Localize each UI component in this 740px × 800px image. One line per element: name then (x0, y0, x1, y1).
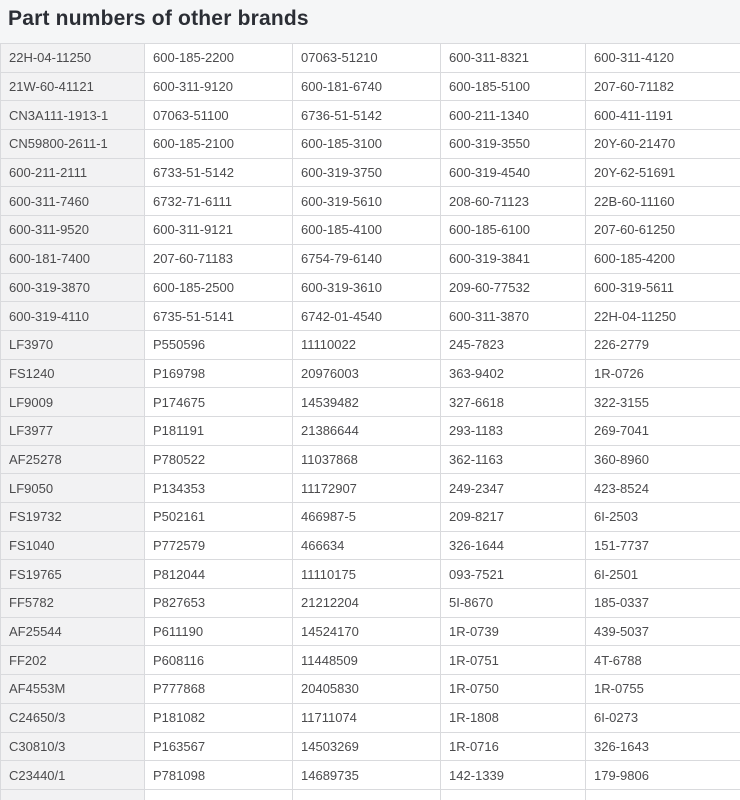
part-number-cell: P780522 (145, 445, 293, 474)
part-number-cell-primary: LF9050 (1, 474, 145, 503)
part-number-cell: 600-319-3550 (441, 130, 586, 159)
part-number-cell: P777868 (145, 675, 293, 704)
part-number-cell-primary: LF9009 (1, 388, 145, 417)
part-number-cell: P134353 (145, 474, 293, 503)
part-number-cell: 6I-2501 (586, 560, 740, 589)
part-number-cell: 326-1644 (441, 531, 586, 560)
part-number-cell (586, 789, 740, 800)
part-number-cell: 322-3155 (586, 388, 740, 417)
part-number-cell: 466987-5 (293, 503, 441, 532)
part-number-cell: 226-2779 (586, 330, 740, 359)
part-number-cell: 07063-51100 (145, 101, 293, 130)
part-number-cell: 363-9402 (441, 359, 586, 388)
part-number-cell-primary: C30810/3 (1, 732, 145, 761)
table-row (1, 589, 740, 618)
table-row (1, 44, 740, 73)
part-number-cell-primary: 600-311-7460 (1, 187, 145, 216)
table-row (1, 675, 740, 704)
part-number-cell: 11172907 (293, 474, 441, 503)
part-number-cell-primary: 22H-04-11250 (1, 44, 145, 73)
part-number-cell: 6735-51-5141 (145, 302, 293, 331)
part-number-cell: 360-8960 (586, 445, 740, 474)
part-number-cell: 600-185-2200 (145, 44, 293, 73)
table-row (1, 130, 740, 159)
part-number-cell: 6I-0273 (586, 703, 740, 732)
part-number-cell: 600-185-2500 (145, 273, 293, 302)
part-number-cell: 249-2347 (441, 474, 586, 503)
part-number-cell: 600-185-6100 (441, 216, 586, 245)
part-number-cell-primary: FS1040 (1, 531, 145, 560)
part-number-cell-primary: LF3970 (1, 330, 145, 359)
part-number-cell: 14524170 (293, 617, 441, 646)
part-number-cell: 14539482 (293, 388, 441, 417)
part-number-cell: 293-1183 (441, 416, 586, 445)
part-number-cell: 600-185-4100 (293, 216, 441, 245)
part-number-cell (293, 789, 441, 800)
part-number-cell: 20Y-62-51691 (586, 158, 740, 187)
part-number-cell: 600-311-9120 (145, 72, 293, 101)
table-row (1, 617, 740, 646)
part-number-cell: 1R-0751 (441, 646, 586, 675)
page-title: Part numbers of other brands (8, 7, 309, 30)
table-row (1, 244, 740, 273)
table-row (1, 72, 740, 101)
part-number-cell: 5I-8670 (441, 589, 586, 618)
part-number-cell: 11110175 (293, 560, 441, 589)
part-number-cell-primary: CN3A111-1913-1 (1, 101, 145, 130)
part-number-cell: 20405830 (293, 675, 441, 704)
part-number-cell: 142-1339 (441, 761, 586, 790)
part-number-cell: 600-319-3841 (441, 244, 586, 273)
part-number-cell: 600-319-4540 (441, 158, 586, 187)
part-number-cell: 600-185-2100 (145, 130, 293, 159)
part-number-cell: P812044 (145, 560, 293, 589)
table-row (1, 330, 740, 359)
part-number-cell: 326-1643 (586, 732, 740, 761)
table-row (1, 101, 740, 130)
part-number-cell: P163567 (145, 732, 293, 761)
part-number-cell: 207-60-71182 (586, 72, 740, 101)
part-number-cell: 11037868 (293, 445, 441, 474)
part-number-cell: 4T-6788 (586, 646, 740, 675)
part-number-cell: 245-7823 (441, 330, 586, 359)
part-number-cell: 209-8217 (441, 503, 586, 532)
part-number-cell: 6I-2503 (586, 503, 740, 532)
part-number-cell: 1R-0739 (441, 617, 586, 646)
part-number-cell-primary: FS1240 (1, 359, 145, 388)
part-number-cell-primary: AF25544 (1, 617, 145, 646)
part-number-cell (441, 789, 586, 800)
part-number-cell: 207-60-71183 (145, 244, 293, 273)
part-number-cell: 600-311-8321 (441, 44, 586, 73)
table-row (1, 187, 740, 216)
table-row (1, 646, 740, 675)
part-number-cell: 1R-1808 (441, 703, 586, 732)
part-number-cell: 07063-51210 (293, 44, 441, 73)
part-number-cell: 179-9806 (586, 761, 740, 790)
part-number-cell-primary: 600-311-9520 (1, 216, 145, 245)
part-number-cell: 14689735 (293, 761, 441, 790)
part-number-cell-primary: 600-319-4110 (1, 302, 145, 331)
part-number-cell: 093-7521 (441, 560, 586, 589)
part-number-cell: P550596 (145, 330, 293, 359)
table-row (1, 474, 740, 503)
part-number-cell: 600-185-4200 (586, 244, 740, 273)
part-number-cell: 207-60-61250 (586, 216, 740, 245)
part-numbers-table (0, 43, 740, 800)
part-number-cell-primary: 600-319-3870 (1, 273, 145, 302)
part-number-cell: 14503269 (293, 732, 441, 761)
part-number-cell: 11448509 (293, 646, 441, 675)
part-number-cell: 208-60-71123 (441, 187, 586, 216)
part-number-cell: 600-319-3610 (293, 273, 441, 302)
table-row (1, 359, 740, 388)
part-number-cell-primary: AF25278 (1, 445, 145, 474)
part-number-cell: 20976003 (293, 359, 441, 388)
table-row (1, 503, 740, 532)
part-number-cell: 466634 (293, 531, 441, 560)
part-number-cell (145, 789, 293, 800)
part-number-cell: 6733-51-5142 (145, 158, 293, 187)
table-row-partial (1, 789, 740, 800)
part-number-cell: 22B-60-11160 (586, 187, 740, 216)
part-number-cell: P781098 (145, 761, 293, 790)
part-number-cell: P772579 (145, 531, 293, 560)
table-row (1, 158, 740, 187)
part-number-cell: 21386644 (293, 416, 441, 445)
table-row (1, 388, 740, 417)
part-number-cell: 11110022 (293, 330, 441, 359)
part-number-cell-primary: FS19765 (1, 560, 145, 589)
part-number-cell: P608116 (145, 646, 293, 675)
part-number-cell: 600-319-5610 (293, 187, 441, 216)
part-number-cell: 600-319-5611 (586, 273, 740, 302)
part-number-cell: 600-311-9121 (145, 216, 293, 245)
part-number-cell: 362-1163 (441, 445, 586, 474)
part-number-cell-primary: C23440/1 (1, 761, 145, 790)
part-number-cell-primary: 600-211-2111 (1, 158, 145, 187)
part-number-cell: 600-185-5100 (441, 72, 586, 101)
part-number-cell: P181191 (145, 416, 293, 445)
part-number-cell: 600-319-3750 (293, 158, 441, 187)
part-number-cell-primary: FS19732 (1, 503, 145, 532)
part-number-cell: 600-211-1340 (441, 101, 586, 130)
part-number-cell: 21212204 (293, 589, 441, 618)
table-row (1, 445, 740, 474)
part-number-cell: P502161 (145, 503, 293, 532)
part-number-cell-primary: AF4553M (1, 675, 145, 704)
part-number-cell-primary: FF5782 (1, 589, 145, 618)
part-number-cell-primary: CN59800-2611-1 (1, 130, 145, 159)
part-number-cell: 600-411-1191 (586, 101, 740, 130)
table-row (1, 560, 740, 589)
part-number-cell: 1R-0716 (441, 732, 586, 761)
part-number-cell-primary: C24650/3 (1, 703, 145, 732)
part-number-cell: 327-6618 (441, 388, 586, 417)
part-number-cell: 20Y-60-21470 (586, 130, 740, 159)
part-number-cell: 423-8524 (586, 474, 740, 503)
part-number-cell: 209-60-77532 (441, 273, 586, 302)
part-number-cell: 269-7041 (586, 416, 740, 445)
part-number-cell: P611190 (145, 617, 293, 646)
part-number-cell: 185-0337 (586, 589, 740, 618)
part-number-cell: 1R-0726 (586, 359, 740, 388)
part-number-cell: P174675 (145, 388, 293, 417)
part-number-cell-primary (1, 789, 145, 800)
part-number-cell-primary: 21W-60-41121 (1, 72, 145, 101)
part-number-cell: 439-5037 (586, 617, 740, 646)
part-number-cell: 11711074 (293, 703, 441, 732)
part-number-cell: 600-181-6740 (293, 72, 441, 101)
table-row (1, 302, 740, 331)
part-number-cell: P827653 (145, 589, 293, 618)
table-row (1, 216, 740, 245)
table-row (1, 761, 740, 790)
part-number-cell: P181082 (145, 703, 293, 732)
part-number-cell: 6736-51-5142 (293, 101, 441, 130)
part-number-cell: 600-311-4120 (586, 44, 740, 73)
part-number-cell: 600-311-3870 (441, 302, 586, 331)
table-row (1, 531, 740, 560)
table-row (1, 273, 740, 302)
table-row (1, 703, 740, 732)
part-number-cell: P169798 (145, 359, 293, 388)
part-number-cell-primary: FF202 (1, 646, 145, 675)
part-number-cell: 22H-04-11250 (586, 302, 740, 331)
part-number-cell: 6742-01-4540 (293, 302, 441, 331)
table-row (1, 732, 740, 761)
part-number-cell: 1R-0755 (586, 675, 740, 704)
part-number-cell: 151-7737 (586, 531, 740, 560)
part-number-cell-primary: 600-181-7400 (1, 244, 145, 273)
part-number-cell: 1R-0750 (441, 675, 586, 704)
part-numbers-tbody (1, 44, 740, 800)
part-number-cell: 600-185-3100 (293, 130, 441, 159)
table-row (1, 416, 740, 445)
part-number-cell-primary: LF3977 (1, 416, 145, 445)
part-number-cell: 6754-79-6140 (293, 244, 441, 273)
part-number-cell: 6732-71-6111 (145, 187, 293, 216)
